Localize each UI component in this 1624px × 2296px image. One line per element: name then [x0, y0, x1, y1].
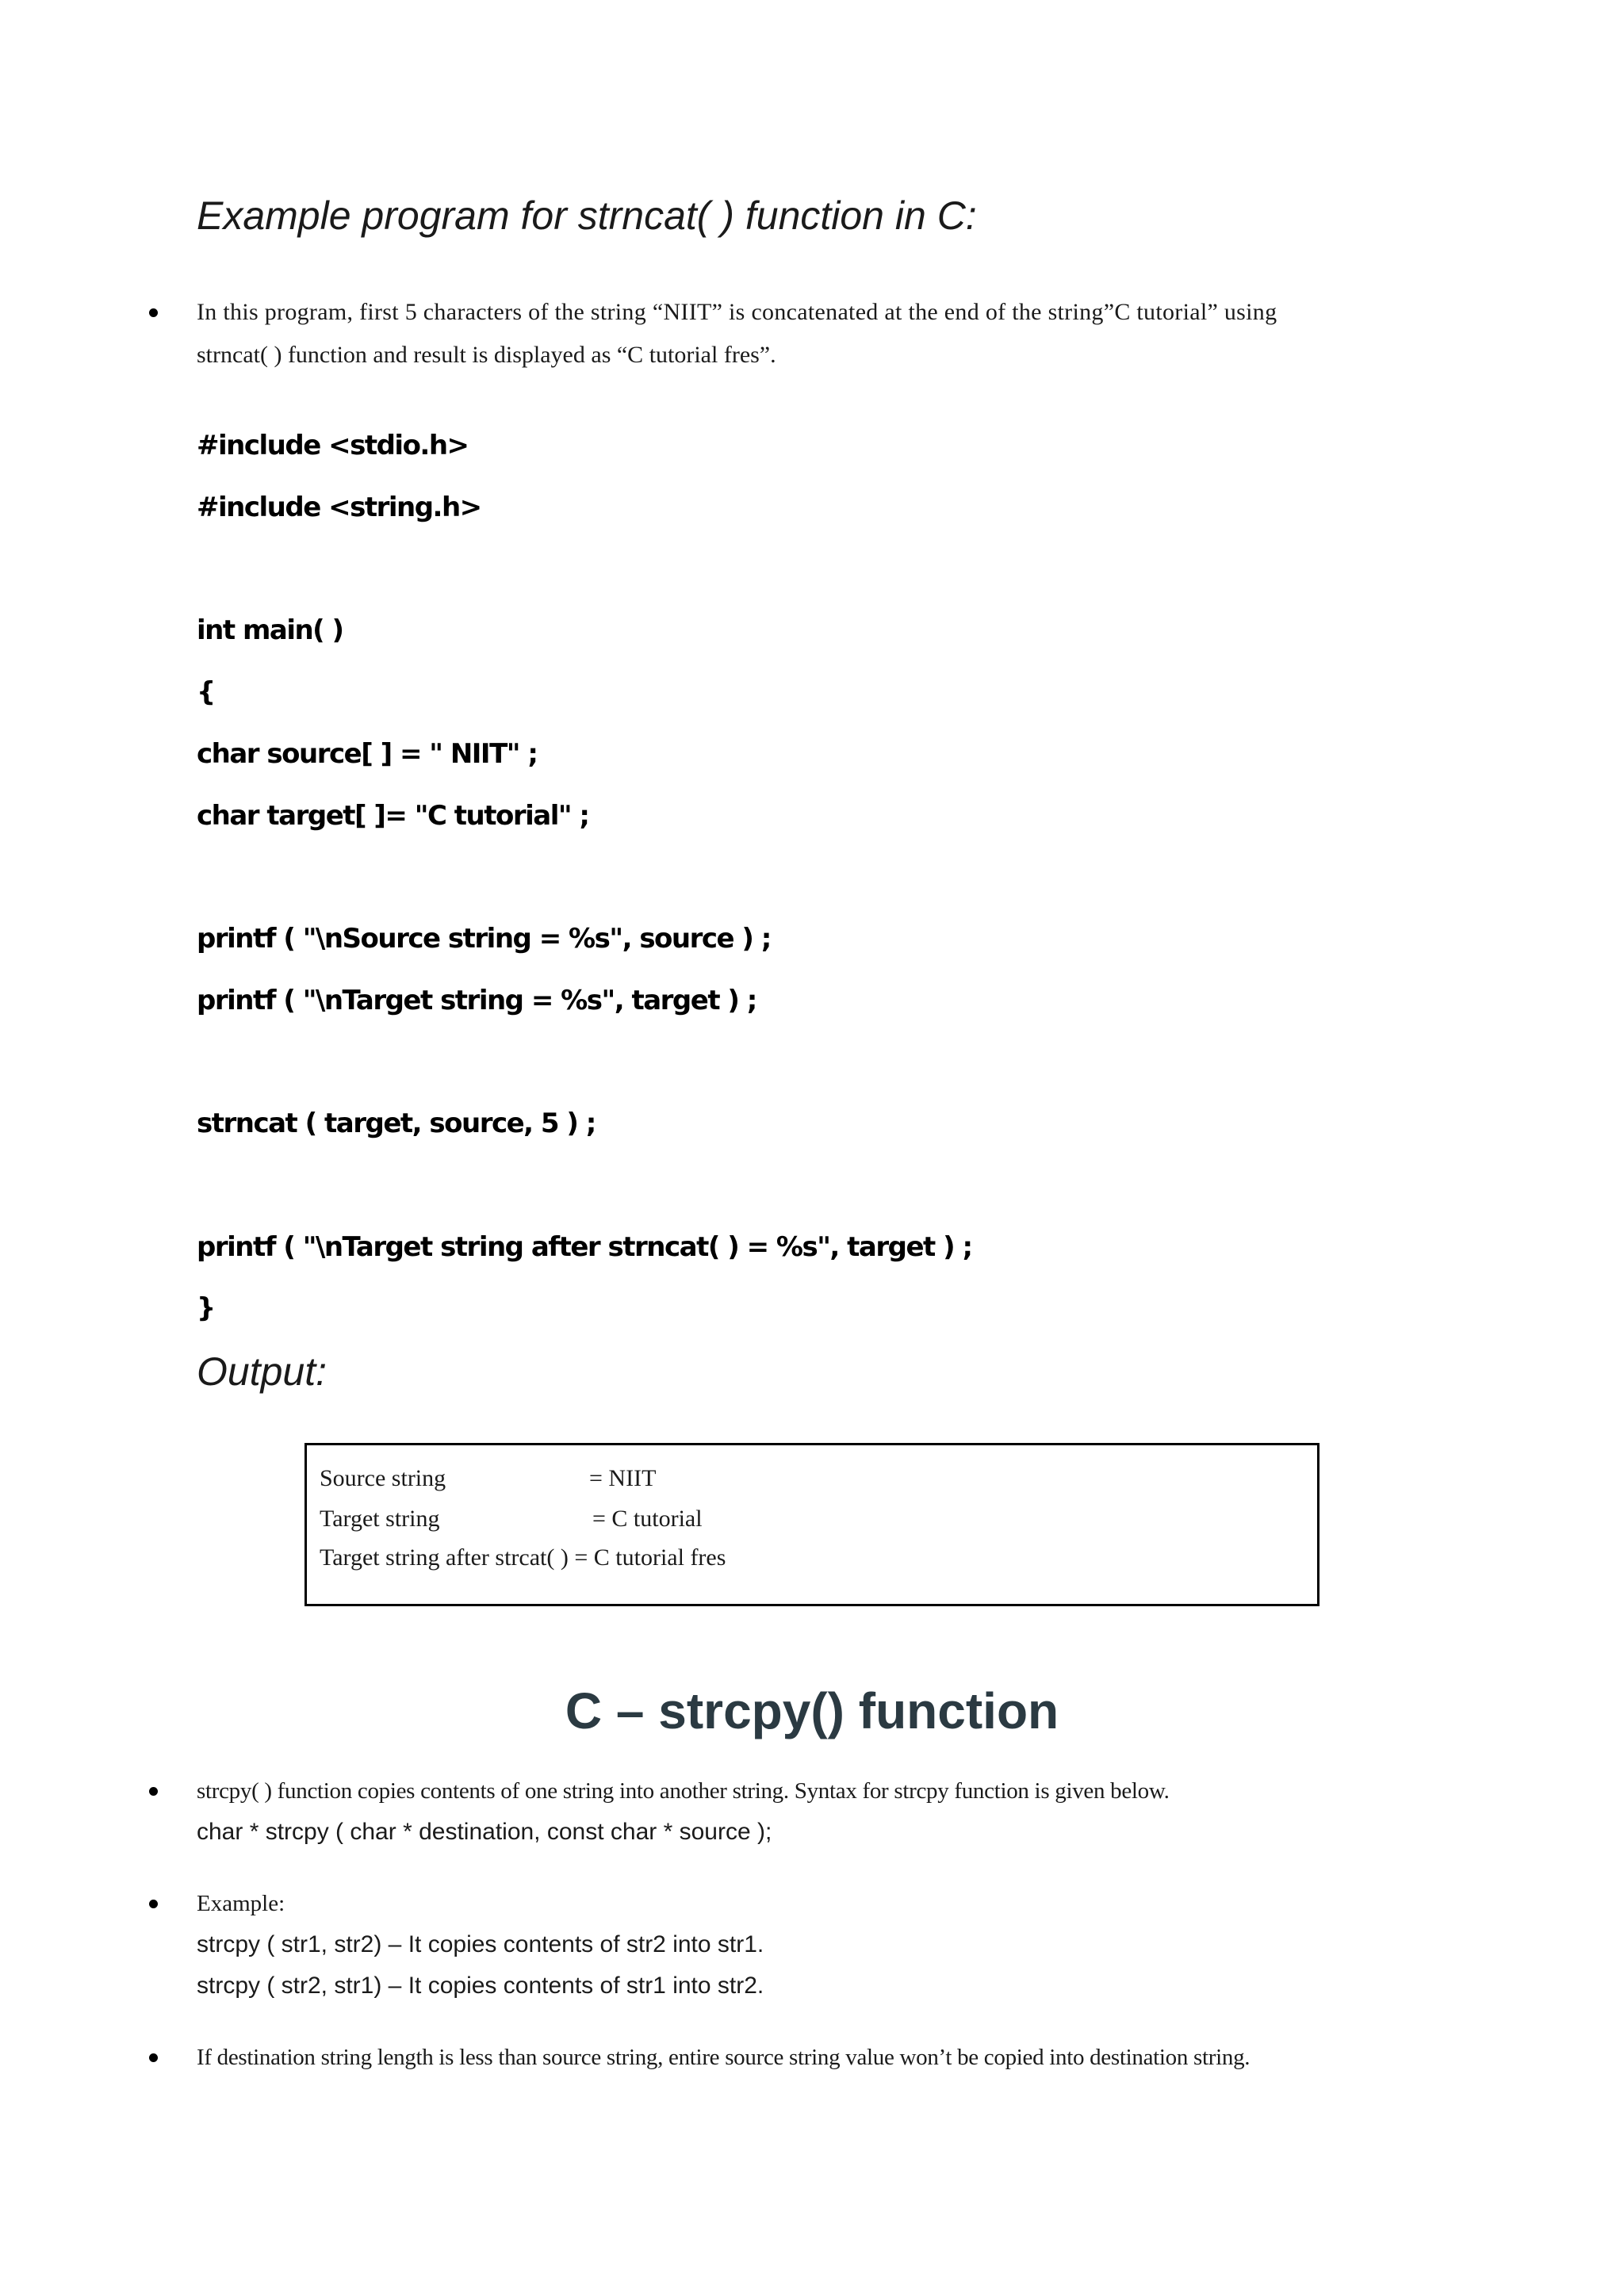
bullet-text-line: In this program, first 5 characters of the string “NIIT” is concatenated at the end of the string”C tutorial” using — [197, 299, 1277, 325]
output-row-label: Target string — [320, 1506, 440, 1532]
code-line-printf-after: printf ( "\nTarget string after strncat( ) = %s", target ) ; — [197, 1231, 972, 1263]
code-line-close-brace: } — [197, 1292, 215, 1324]
output-row-value: = C tutorial — [592, 1506, 703, 1532]
output-box — [304, 1443, 1320, 1606]
code-line-main: int main( ) — [197, 614, 343, 646]
output-row-label: Target string after strcat( ) = C tutorial fres — [320, 1544, 726, 1571]
bullet-icon — [149, 2053, 158, 2062]
bullet-text: If destination string length is less than source string, entire source string value won’t be copied into destination string. — [197, 2045, 1251, 2070]
code-line-open-brace: { — [197, 676, 215, 708]
example-line: strcpy ( str1, str2) – It copies contents of str2 into str1. — [197, 1931, 764, 1957]
code-line-printf-target: printf ( "\nTarget string = %s", target ) ; — [197, 985, 756, 1016]
code-line-include-stdio: #include <stdio.h> — [197, 430, 469, 461]
section-title-strcpy: C – strcpy() function — [565, 1682, 1059, 1739]
output-row-value: = NIIT — [589, 1465, 657, 1491]
code-line-target-decl: char target[ ]= "C tutorial" ; — [197, 800, 589, 832]
section-heading-strncat-example: Example program for strncat( ) function in C: — [197, 193, 977, 238]
output-heading: Output: — [197, 1349, 327, 1394]
output-row-label: Source string — [320, 1465, 446, 1491]
code-line-source-decl: char source[ ] = " NIIT" ; — [197, 738, 538, 770]
example-line: strcpy ( str2, str1) – It copies contents of str1 into str2. — [197, 1973, 764, 1999]
syntax-line: char * strcpy ( char * destination, const char * source ); — [197, 1819, 772, 1845]
code-line-include-string: #include <string.h> — [197, 492, 481, 523]
bullet-icon — [149, 1900, 158, 1908]
bullet-text: Example: — [197, 1891, 285, 1916]
bullet-icon — [149, 308, 158, 317]
bullet-icon — [149, 1787, 158, 1796]
code-line-strncat-call: strncat ( target, source, 5 ) ; — [197, 1108, 596, 1139]
bullet-text-line: strncat( ) function and result is displayed as “C tutorial fres”. — [197, 342, 776, 368]
code-line-printf-source: printf ( "\nSource string = %s", source ) ; — [197, 923, 771, 955]
bullet-text: strcpy( ) function copies contents of one string into another string. Syntax for strcpy function is given below. — [197, 1778, 1170, 1804]
